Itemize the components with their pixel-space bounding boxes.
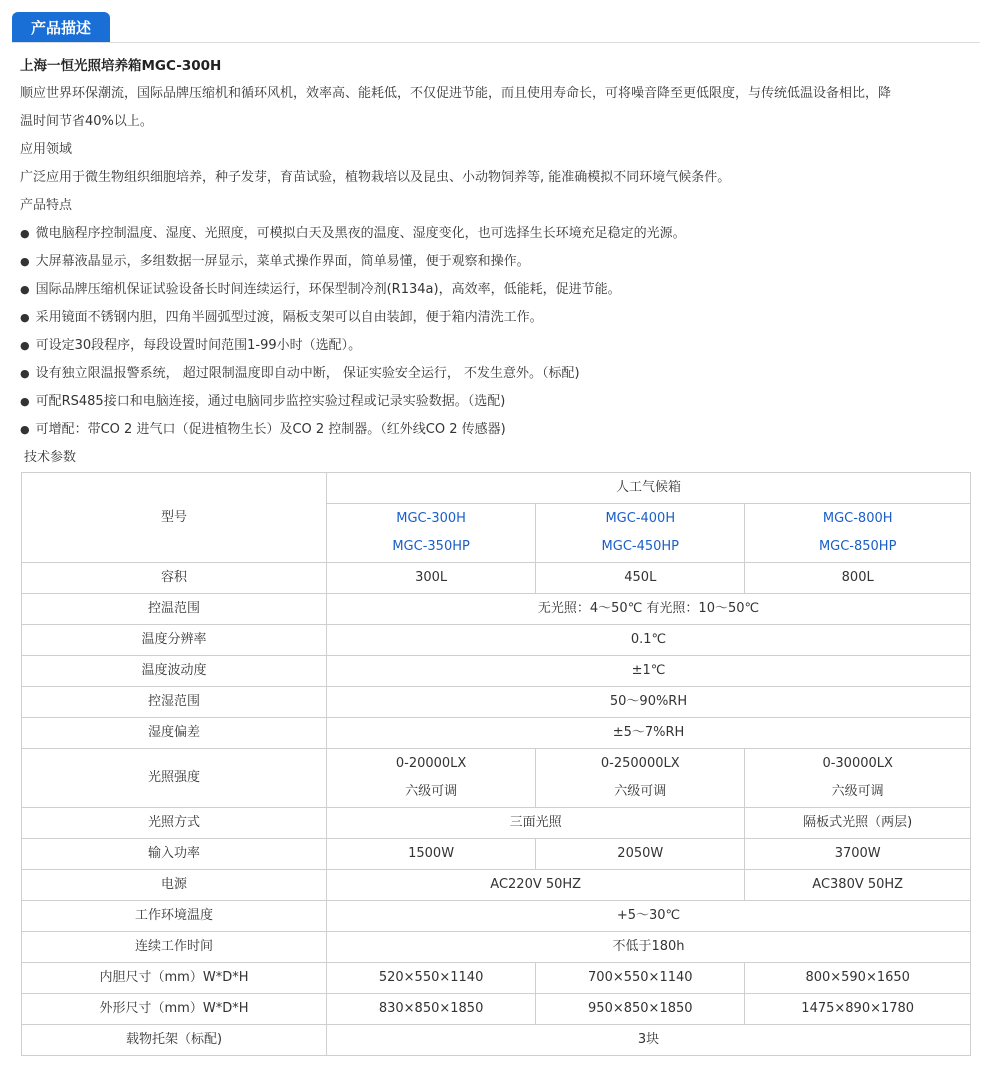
table-row xyxy=(22,625,971,656)
table-cell: AC380V 50HZ xyxy=(745,870,971,901)
table-row xyxy=(22,994,971,1025)
row-label: 工作环境温度 xyxy=(22,901,327,932)
row-label: 光照强度 xyxy=(22,749,327,808)
table-row xyxy=(22,594,971,625)
spec-table xyxy=(21,472,971,1056)
feature-item: ● 可配RS485接口和电脑连接，通过电脑同步监控实验过程或记录实验数据。（选配) xyxy=(20,388,972,416)
table-cell: 隔板式光照（两层) xyxy=(745,808,971,839)
intro-line-1: 顺应世界环保潮流，国际品牌压缩机和循环风机，效率高、能耗低，不仅促进节能，而且使用寿命长，可将噪音降至更低限度，与传统低温设备相比，降 xyxy=(20,86,892,101)
intro-line-2: 温时间节省40%以上。 xyxy=(20,114,153,129)
table-row xyxy=(22,901,971,932)
model-cell: MGC-800H MGC-850HP xyxy=(745,504,971,563)
product-description xyxy=(20,52,972,472)
table-cell: 830×850×1850 xyxy=(327,994,536,1025)
feature-item: ● 大屏幕液晶显示，多组数据一屏显示，菜单式操作界面，简单易懂，便于观察和操作。 xyxy=(20,248,972,276)
feature-item: ● 可设定30段程序，每段设置时间范围1-99小时（选配）。 xyxy=(20,332,972,360)
table-cell: 450L xyxy=(536,563,745,594)
row-label: 容积 xyxy=(22,563,327,594)
table-cell: ±5～7%RH xyxy=(327,718,971,749)
tab-product-description[interactable]: 产品描述 xyxy=(12,12,110,42)
row-label: 湿度偏差 xyxy=(22,718,327,749)
table-cell: +5～30℃ xyxy=(327,901,971,932)
tab-bar xyxy=(12,12,980,43)
table-cell: 1500W xyxy=(327,839,536,870)
table-cell: 1475×890×1780 xyxy=(745,994,971,1025)
table-cell: ±1℃ xyxy=(327,656,971,687)
row-label: 温度分辨率 xyxy=(22,625,327,656)
table-row xyxy=(22,563,971,594)
row-label: 连续工作时间 xyxy=(22,932,327,963)
row-label: 内胆尺寸（mm）W*D*H xyxy=(22,963,327,994)
feature-item: ● 采用镜面不锈钢内胆，四角半圆弧型过渡，隔板支架可以自由装卸，便于箱内清洗工作。 xyxy=(20,304,972,332)
model-cell: MGC-300H MGC-350HP xyxy=(327,504,536,563)
model-cell: MGC-400H MGC-450HP xyxy=(536,504,745,563)
table-row xyxy=(22,808,971,839)
table-cell: AC220V 50HZ xyxy=(327,870,745,901)
table-row xyxy=(22,656,971,687)
category-cell: 人工气候箱 xyxy=(327,473,971,504)
table-row xyxy=(22,932,971,963)
feature-item: ● 设有独立限温报警系统， 超过限制温度即自动中断， 保证实验安全运行， 不发生意外。（标配) xyxy=(20,360,972,388)
table-cell: 不低于180h xyxy=(327,932,971,963)
table-cell: 0-20000LX 六级可调 xyxy=(327,749,536,808)
feature-item: ● 国际品牌压缩机保证试验设备长时间连续运行，环保型制冷剂(R134a)，高效率，低能耗，促进节能。 xyxy=(20,276,972,304)
application-heading: 应用领域 xyxy=(20,142,73,157)
table-cell: 950×850×1850 xyxy=(536,994,745,1025)
table-cell: 800×590×1650 xyxy=(745,963,971,994)
table-cell: 0.1℃ xyxy=(327,625,971,656)
table-cell: 0-30000LX 六级可调 xyxy=(745,749,971,808)
features-heading: 产品特点 xyxy=(20,198,73,213)
row-label: 温度波动度 xyxy=(22,656,327,687)
table-row xyxy=(22,870,971,901)
table-row xyxy=(22,839,971,870)
table-cell: 0-250000LX 六级可调 xyxy=(536,749,745,808)
table-row xyxy=(22,749,971,808)
table-cell: 700×550×1140 xyxy=(536,963,745,994)
table-cell: 三面光照 xyxy=(327,808,745,839)
product-title: 上海一恒光照培养箱MGC-300H xyxy=(20,58,222,74)
table-row xyxy=(22,963,971,994)
table-row xyxy=(22,718,971,749)
table-row xyxy=(22,687,971,718)
table-cell: 3块 xyxy=(327,1025,971,1056)
table-cell: 520×550×1140 xyxy=(327,963,536,994)
table-cell: 50～90%RH xyxy=(327,687,971,718)
table-cell: 800L xyxy=(745,563,971,594)
model-label: 型号 xyxy=(22,473,327,563)
row-label: 输入功率 xyxy=(22,839,327,870)
application-text: 广泛应用于微生物组织细胞培养，种子发芽，育苗试验，植物栽培以及昆虫、小动物饲养等, 能准确模拟不同环境气候条件。 xyxy=(20,170,731,185)
row-label: 光照方式 xyxy=(22,808,327,839)
row-label: 电源 xyxy=(22,870,327,901)
table-row xyxy=(22,1025,971,1056)
feature-item: ● 可增配：带CO 2 进气口（促进植物生长）及CO 2 控制器。（红外线CO 2 传感器) xyxy=(20,416,972,444)
row-label: 控湿范围 xyxy=(22,687,327,718)
table-row xyxy=(22,473,971,504)
table-cell: 无光照：4～50℃ 有光照：10～50℃ xyxy=(327,594,971,625)
row-label: 外形尺寸（mm）W*D*H xyxy=(22,994,327,1025)
table-cell: 300L xyxy=(327,563,536,594)
table-cell: 2050W xyxy=(536,839,745,870)
row-label: 载物托架（标配) xyxy=(22,1025,327,1056)
specs-heading: 技术参数 xyxy=(24,450,77,465)
row-label: 控温范围 xyxy=(22,594,327,625)
table-cell: 3700W xyxy=(745,839,971,870)
feature-item: ● 微电脑程序控制温度、湿度、光照度，可模拟白天及黑夜的温度、湿度变化，也可选择生长环境充足稳定的光源。 xyxy=(20,220,972,248)
